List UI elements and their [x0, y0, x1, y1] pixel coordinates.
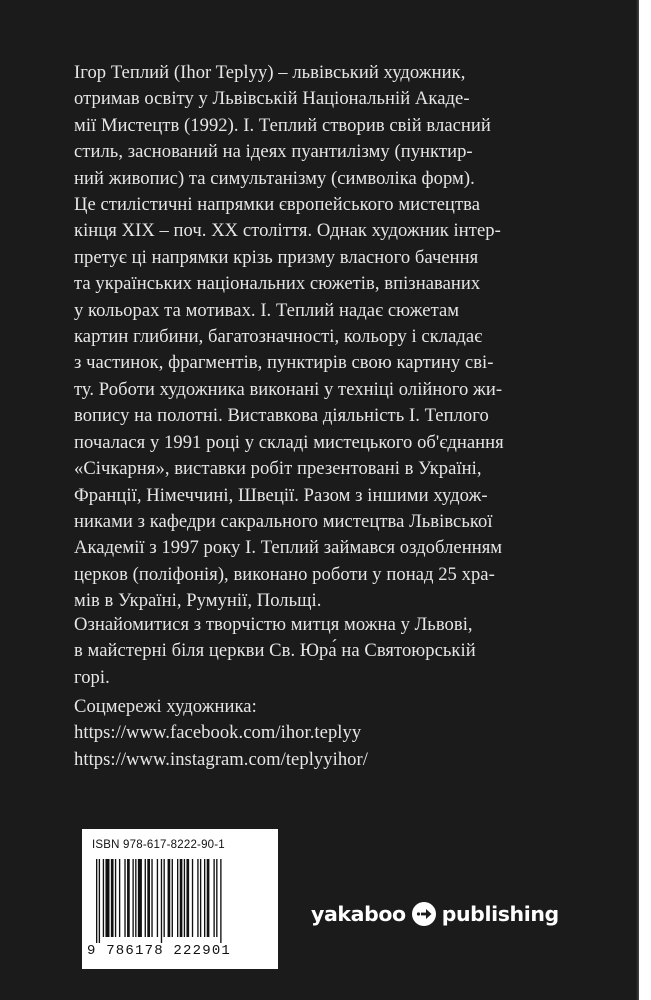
bio-line: церков (поліфонія), виконано роботи у понад 25 хра- — [74, 563, 495, 585]
publisher-name-left: yakaboo — [311, 902, 406, 926]
visit-line: Ознайомитися з творчістю митця можна у Львові, — [74, 614, 473, 635]
barcode-icon — [96, 859, 272, 943]
visit-line: в майстерні біля церкви Св. Юра́ на Святоюрській — [74, 640, 476, 662]
visit-line: горі. — [74, 666, 110, 688]
bio-line: та українських національних сюжетів, впізнаваних — [74, 273, 481, 295]
arrow-circle-icon — [412, 902, 436, 926]
bio-line: мів в Україні, Румунії, Польщі. — [74, 590, 322, 612]
publisher-name-right: publishing — [441, 902, 559, 926]
bio-line: Академії з 1997 року І. Теплий займався оздобленням — [74, 537, 503, 559]
publisher-logo — [311, 902, 559, 926]
bio-line: стиль, заснований на ідеях пуантилізму (пунктир- — [74, 141, 473, 163]
visit-info — [74, 612, 558, 691]
bio-line: ту. Роботи художника виконані у техніці олійного жи- — [74, 378, 503, 400]
bio-line: «Січкарня», виставки робіт презентовані в Україні, — [74, 458, 482, 480]
bio-line: отримав освіту у Львівській Національній Акаде- — [74, 88, 470, 110]
instagram-link[interactable]: https://www.instagram.com/teplyyihor/ — [74, 748, 368, 770]
bio-line: ний живопис) та симультанізму (символіка форм). — [74, 167, 475, 189]
bio-line: з частинок, фрагментів, пунктирів свою картину сві- — [74, 352, 494, 374]
isbn-barcode-block — [82, 829, 278, 969]
bio-line: мії Мистецтв (1992). І. Теплий створив свій власний — [74, 114, 491, 136]
artist-biography — [74, 60, 558, 615]
isbn-label: ISBN 978-617-8222-90-1 — [92, 839, 225, 851]
social-links — [74, 694, 558, 773]
facebook-link[interactable]: https://www.facebook.com/ihor.teplyy — [74, 722, 362, 744]
social-heading: Соцмережі художника: — [74, 696, 257, 717]
bio-line: у кольорах та мотивах. І. Теплий надає сюжетам — [74, 299, 460, 321]
bio-line: картин глибини, багатозначності, кольору і складає — [74, 326, 483, 348]
bio-line: кінця XIX – поч. XX століття. Однак художник інтер- — [74, 220, 501, 242]
bio-line: Ігор Теплий (Ihor Teplyy) – львівський художник, — [74, 62, 466, 83]
bio-line: никами з кафедри сакрального мистецтва Львівської — [74, 510, 493, 532]
barcode-digits: 9 786178 222901 — [87, 943, 232, 959]
bio-line: претує ці напрямки крізь призму власного бачення — [74, 246, 479, 268]
bio-line: почалася у 1991 році у складі мистецького об'єднання — [74, 431, 504, 453]
bio-line: Франції, Німеччині, Швеції. Разом з іншими худож- — [74, 484, 488, 506]
bio-line: вопису на полотні. Виставкова діяльність І. Теплого — [74, 405, 489, 427]
bio-line: Це стилістичні напрямки європейського мистецтва — [74, 194, 481, 216]
